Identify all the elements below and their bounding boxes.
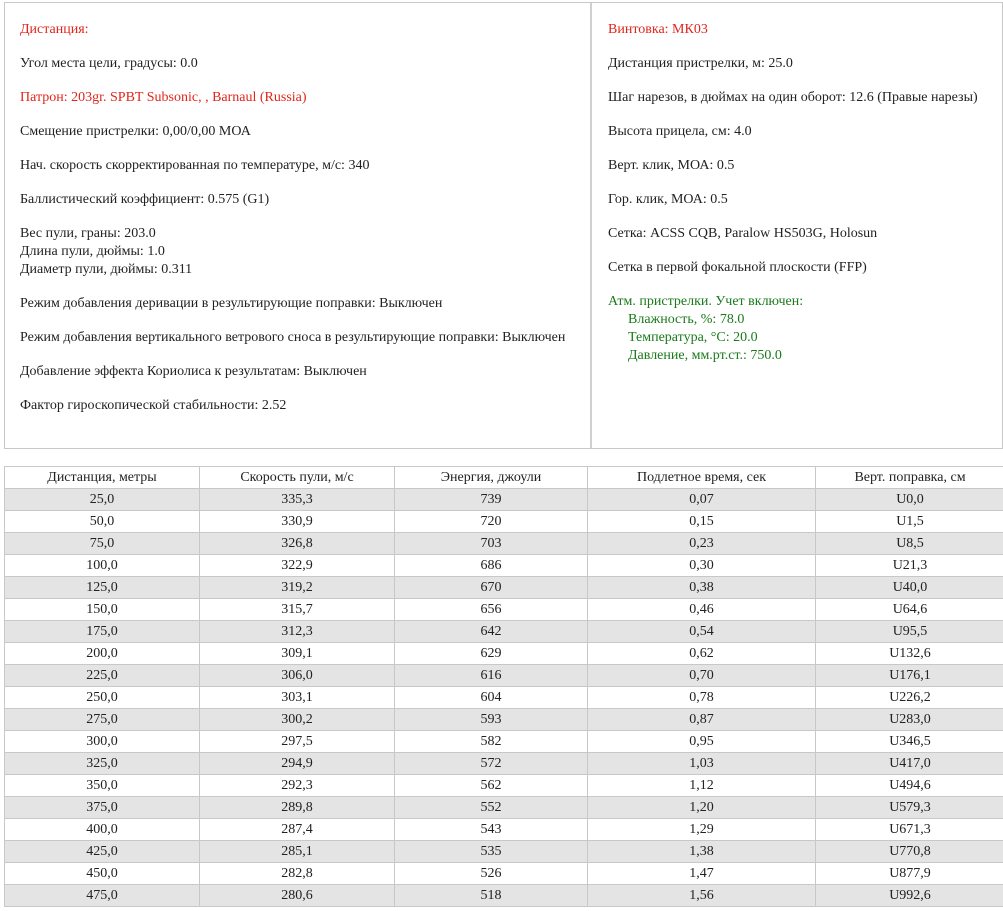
cell-velocity: 330,9 <box>200 511 395 533</box>
cell-velocity: 297,5 <box>200 731 395 753</box>
cell-distance: 425,0 <box>5 841 200 863</box>
cell-vertical-correction: U417,0 <box>816 753 1003 775</box>
ballistic-coefficient: Баллистический коэффициент: 0.575 (G1) <box>20 192 270 207</box>
cell-flight-time: 0,15 <box>588 511 816 533</box>
vertical-click: Верт. клик, МОА: 0.5 <box>608 158 735 173</box>
header-distance: Дистанция, метры <box>5 467 200 489</box>
cell-velocity: 335,3 <box>200 489 395 511</box>
cell-energy: 562 <box>395 775 588 797</box>
cell-vertical-correction: U226,2 <box>816 687 1003 709</box>
cell-energy: 593 <box>395 709 588 731</box>
pressure: Давление, мм.рт.ст.: 750.0 <box>628 348 782 363</box>
table-row <box>5 731 1003 753</box>
cell-distance: 200,0 <box>5 643 200 665</box>
cell-flight-time: 0,38 <box>588 577 816 599</box>
cartridge-name: Патрон: 203gr. SPBT Subsonic, , Barnaul (Russia) <box>20 90 307 105</box>
table-row <box>5 687 1003 709</box>
cell-velocity: 312,3 <box>200 621 395 643</box>
cell-vertical-correction: U579,3 <box>816 797 1003 819</box>
barrel-twist: Шаг нарезов, в дюймах на один оборот: 12.6 (Правые нарезы) <box>608 90 978 105</box>
cell-energy: 629 <box>395 643 588 665</box>
cell-flight-time: 1,29 <box>588 819 816 841</box>
table-body <box>5 489 1003 907</box>
cell-distance: 125,0 <box>5 577 200 599</box>
cell-energy: 616 <box>395 665 588 687</box>
ballistic-table <box>4 466 1003 907</box>
zero-distance: Дистанция пристрелки, м: 25.0 <box>608 56 793 71</box>
table-row <box>5 511 1003 533</box>
cell-energy: 703 <box>395 533 588 555</box>
cell-energy: 582 <box>395 731 588 753</box>
cell-vertical-correction: U0,0 <box>816 489 1003 511</box>
cell-energy: 526 <box>395 863 588 885</box>
cell-velocity: 309,1 <box>200 643 395 665</box>
cell-distance: 225,0 <box>5 665 200 687</box>
header-velocity: Скорость пули, м/с <box>200 467 395 489</box>
bullet-weight: Вес пули, граны: 203.0 <box>20 226 156 241</box>
cell-energy: 670 <box>395 577 588 599</box>
cell-distance: 350,0 <box>5 775 200 797</box>
cell-energy: 543 <box>395 819 588 841</box>
cell-vertical-correction: U95,5 <box>816 621 1003 643</box>
table-row <box>5 643 1003 665</box>
cell-flight-time: 1,47 <box>588 863 816 885</box>
header-vertical-correction: Верт. поправка, см <box>816 467 1003 489</box>
sight-height: Высота прицела, см: 4.0 <box>608 124 752 139</box>
table-row <box>5 819 1003 841</box>
cell-flight-time: 1,12 <box>588 775 816 797</box>
cell-vertical-correction: U176,1 <box>816 665 1003 687</box>
horizontal-click: Гор. клик, МОА: 0.5 <box>608 192 728 207</box>
coriolis-mode: Добавление эффекта Кориолиса к результатам: Выключен <box>20 364 367 379</box>
table-row <box>5 533 1003 555</box>
cell-flight-time: 0,87 <box>588 709 816 731</box>
cell-vertical-correction: U494,6 <box>816 775 1003 797</box>
zero-atmosphere <box>608 293 988 365</box>
cell-distance: 25,0 <box>5 489 200 511</box>
cell-velocity: 294,9 <box>200 753 395 775</box>
cell-energy: 656 <box>395 599 588 621</box>
cell-vertical-correction: U1,5 <box>816 511 1003 533</box>
reticle-name: Сетка: ACSS CQB, Paralow HS503G, Holosun <box>608 226 878 241</box>
cell-velocity: 300,2 <box>200 709 395 731</box>
cell-velocity: 315,7 <box>200 599 395 621</box>
derivation-mode: Режим добавления деривации в результирующие поправки: Выключен <box>20 296 443 311</box>
cell-energy: 686 <box>395 555 588 577</box>
table-header-row <box>5 467 1003 489</box>
atmosphere-heading: Атм. пристрелки. Учет включен: <box>608 294 804 309</box>
table-row <box>5 489 1003 511</box>
table-row <box>5 577 1003 599</box>
muzzle-velocity: Нач. скорость скорректированная по температуре, м/с: 340 <box>20 158 370 173</box>
cell-velocity: 319,2 <box>200 577 395 599</box>
cell-energy: 642 <box>395 621 588 643</box>
cell-velocity: 292,3 <box>200 775 395 797</box>
cell-distance: 300,0 <box>5 731 200 753</box>
cell-velocity: 322,9 <box>200 555 395 577</box>
cell-distance: 375,0 <box>5 797 200 819</box>
header-flight-time: Подлетное время, сек <box>588 467 816 489</box>
cell-flight-time: 0,78 <box>588 687 816 709</box>
cell-flight-time: 0,46 <box>588 599 816 621</box>
cell-energy: 720 <box>395 511 588 533</box>
header-energy: Энергия, джоули <box>395 467 588 489</box>
table-row <box>5 555 1003 577</box>
ballistic-parameters-panel <box>4 2 1003 449</box>
cell-velocity: 287,4 <box>200 819 395 841</box>
cell-vertical-correction: U132,6 <box>816 643 1003 665</box>
gyro-stability: Фактор гироскопической стабильности: 2.52 <box>20 398 287 413</box>
cell-distance: 75,0 <box>5 533 200 555</box>
cell-velocity: 303,1 <box>200 687 395 709</box>
cell-distance: 325,0 <box>5 753 200 775</box>
cell-vertical-correction: U283,0 <box>816 709 1003 731</box>
table-row <box>5 709 1003 731</box>
zero-offset: Смещение пристрелки: 0,00/0,00 МОА <box>20 124 251 139</box>
cell-flight-time: 0,70 <box>588 665 816 687</box>
bullet-diameter: Диаметр пули, дюймы: 0.311 <box>20 262 193 277</box>
rifle-parameters-column <box>592 3 1002 448</box>
cell-distance: 275,0 <box>5 709 200 731</box>
cell-flight-time: 0,95 <box>588 731 816 753</box>
cell-flight-time: 1,38 <box>588 841 816 863</box>
cell-vertical-correction: U992,6 <box>816 885 1003 907</box>
cell-vertical-correction: U21,3 <box>816 555 1003 577</box>
cell-vertical-correction: U877,9 <box>816 863 1003 885</box>
cell-distance: 450,0 <box>5 863 200 885</box>
cell-flight-time: 1,20 <box>588 797 816 819</box>
cell-flight-time: 1,03 <box>588 753 816 775</box>
cell-flight-time: 0,62 <box>588 643 816 665</box>
bullet-length: Длина пули, дюймы: 1.0 <box>20 244 165 259</box>
distance-heading: Дистанция: <box>20 22 89 37</box>
cell-flight-time: 0,54 <box>588 621 816 643</box>
table-row <box>5 753 1003 775</box>
cell-distance: 400,0 <box>5 819 200 841</box>
cell-vertical-correction: U8,5 <box>816 533 1003 555</box>
humidity: Влажность, %: 78.0 <box>628 312 745 327</box>
bullet-dimensions <box>20 225 576 279</box>
cell-energy: 572 <box>395 753 588 775</box>
rifle-name: Винтовка: МК03 <box>608 22 708 37</box>
cell-vertical-correction: U40,0 <box>816 577 1003 599</box>
cell-velocity: 289,8 <box>200 797 395 819</box>
cell-energy: 604 <box>395 687 588 709</box>
cell-velocity: 285,1 <box>200 841 395 863</box>
table-row <box>5 621 1003 643</box>
cell-energy: 552 <box>395 797 588 819</box>
cell-distance: 475,0 <box>5 885 200 907</box>
cell-vertical-correction: U64,6 <box>816 599 1003 621</box>
table-row <box>5 863 1003 885</box>
cell-flight-time: 0,30 <box>588 555 816 577</box>
table-row <box>5 599 1003 621</box>
cell-velocity: 282,8 <box>200 863 395 885</box>
ffp-note: Сетка в первой фокальной плоскости (FFP) <box>608 260 867 275</box>
cell-energy: 739 <box>395 489 588 511</box>
table-row <box>5 885 1003 907</box>
cell-distance: 250,0 <box>5 687 200 709</box>
cell-velocity: 280,6 <box>200 885 395 907</box>
cell-flight-time: 1,56 <box>588 885 816 907</box>
table-row <box>5 841 1003 863</box>
target-angle: Угол места цели, градусы: 0.0 <box>20 56 198 71</box>
cell-distance: 150,0 <box>5 599 200 621</box>
table-row <box>5 797 1003 819</box>
cell-flight-time: 0,23 <box>588 533 816 555</box>
cell-vertical-correction: U346,5 <box>816 731 1003 753</box>
table-row <box>5 775 1003 797</box>
vertical-wind-mode: Режим добавления вертикального ветрового сноса в результирующие поправки: Выключен <box>20 330 566 345</box>
shot-parameters-column <box>5 3 592 448</box>
cell-distance: 50,0 <box>5 511 200 533</box>
cell-velocity: 306,0 <box>200 665 395 687</box>
cell-distance: 175,0 <box>5 621 200 643</box>
cell-vertical-correction: U770,8 <box>816 841 1003 863</box>
temperature: Температура, °С: 20.0 <box>628 330 758 345</box>
cell-distance: 100,0 <box>5 555 200 577</box>
cell-vertical-correction: U671,3 <box>816 819 1003 841</box>
cell-flight-time: 0,07 <box>588 489 816 511</box>
cell-energy: 535 <box>395 841 588 863</box>
table-row <box>5 665 1003 687</box>
cell-velocity: 326,8 <box>200 533 395 555</box>
cell-energy: 518 <box>395 885 588 907</box>
